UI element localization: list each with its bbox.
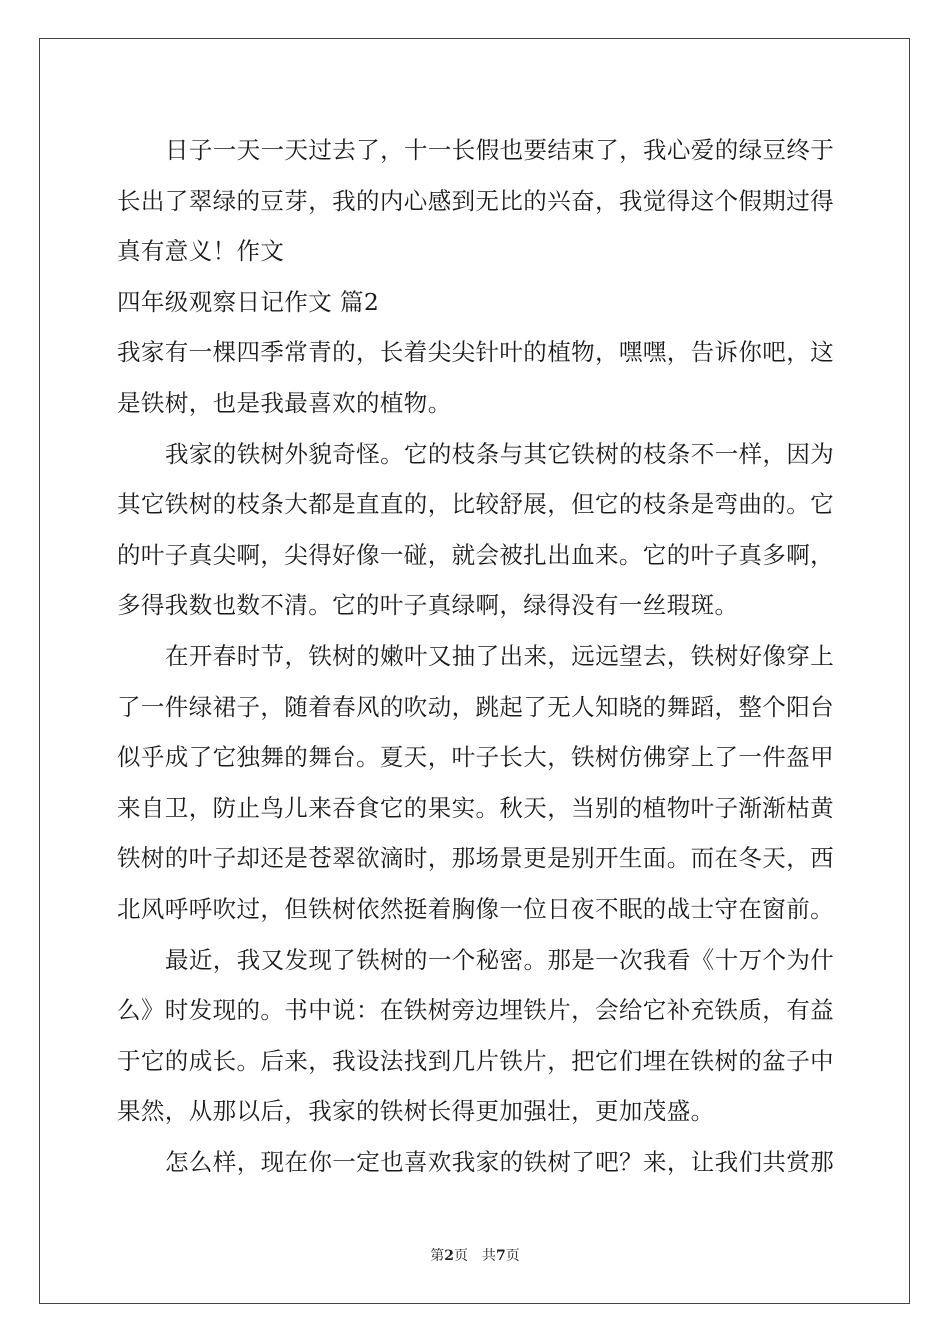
- text-line: 日子一天一天过去了，十一长假也要结束了，我心爱的绿豆终于: [165, 136, 835, 164]
- current-page-number: 2: [444, 1248, 454, 1264]
- page-prefix: 第: [430, 1248, 445, 1264]
- document-body: [117, 125, 833, 1187]
- text-line: 果然，从那以后，我家的铁树长得更加强壮，更加茂盛。: [117, 1097, 715, 1126]
- text-line: 铁树的叶子却还是苍翠欲滴时，那场景更是别开生面。而在冬天，西: [117, 844, 834, 873]
- text-line: 其它铁树的枝条大都是直直的，比较舒展，但它的枝条是弯曲的。它: [117, 490, 834, 519]
- total-page-number: 7: [496, 1248, 506, 1264]
- text-line: 是铁树，也是我最喜欢的植物。: [117, 388, 452, 417]
- page-footer: [0, 1245, 950, 1265]
- text-line: 我家有一棵四季常青的，长着尖尖针叶的植物，嘿嘿，告诉你吧，这: [117, 338, 834, 367]
- text-line: 于它的成长。后来，我设法找到几片铁片，把它们埋在铁树的盆子中: [117, 1046, 834, 1075]
- text-line: 了一件绿裙子，随着春风的吹动，跳起了无人知晓的舞蹈，整个阳台: [117, 692, 834, 721]
- text-line: 似乎成了它独舞的舞台。夏天，叶子长大，铁树仿佛穿上了一件盔甲: [117, 743, 834, 772]
- text-line: 的叶子真尖啊，尖得好像一碰，就会被扎出血来。它的叶子真多啊，: [117, 540, 834, 569]
- text-line: 来自卫，防止鸟儿来吞食它的果实。秋天，当别的植物叶子渐渐枯黄: [117, 793, 834, 822]
- text-line: 真有意义！作文: [117, 237, 285, 266]
- text-line: 多得我数也数不清。它的叶子真绿啊，绿得没有一丝瑕斑。: [117, 591, 739, 620]
- total-prefix: 共: [482, 1248, 496, 1264]
- text-line: 长出了翠绿的豆芽，我的内心感到无比的兴奋，我觉得这个假期过得: [117, 186, 834, 215]
- text-line: 北风呼呼吹过，但铁树依然挺着胸像一位日夜不眠的战士守在窗前。: [117, 894, 834, 923]
- text-line: 最近，我又发现了铁树的一个秘密。那是一次我看《十万个为什: [165, 945, 835, 974]
- section-heading: 四年级观察日记作文 篇2: [117, 287, 380, 316]
- total-suffix: 页: [505, 1248, 520, 1264]
- text-line: 在开春时节，铁树的嫩叶又抽了出来，远远望去，铁树好像穿上: [165, 641, 835, 670]
- text-line: 么》时发现的。书中说：在铁树旁边埋铁片，会给它补充铁质，有益: [117, 996, 834, 1025]
- text-line: 我家的铁树外貌奇怪。它的枝条与其它铁树的枝条不一样，因为: [165, 439, 835, 468]
- page-suffix: 页: [454, 1248, 468, 1264]
- text-line: 怎么样，现在你一定也喜欢我家的铁树了吧？来，让我们共赏那: [165, 1147, 835, 1176]
